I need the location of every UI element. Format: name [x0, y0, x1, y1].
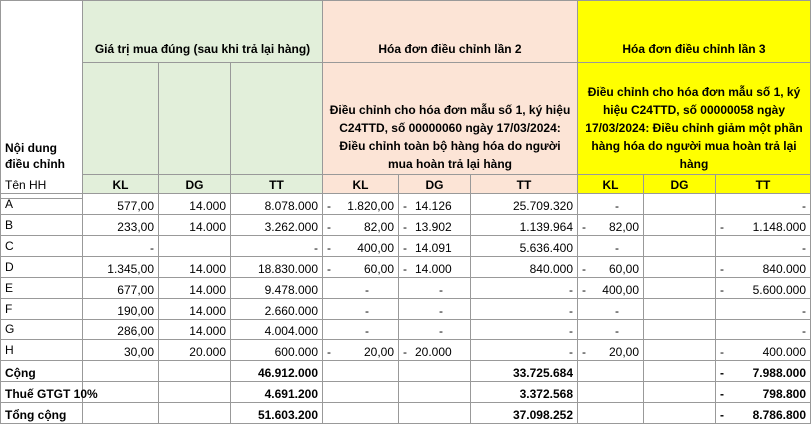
minus-sign: - [403, 261, 407, 276]
cell-value: 1.820,00 [347, 199, 394, 213]
col-header-dg-label: DG [425, 178, 444, 192]
row-label: B [5, 217, 14, 232]
cell-tt[interactable] [471, 194, 578, 215]
cell-value: 14.000 [415, 261, 452, 276]
cell-kl[interactable] [83, 340, 159, 361]
header-blank-cell[interactable] [159, 63, 231, 175]
empty-dash: - [365, 303, 369, 318]
minus-sign: - [582, 345, 586, 360]
empty-dash: - [569, 282, 573, 297]
minus-sign: - [720, 387, 724, 402]
cell-value: 14.091 [415, 240, 452, 255]
total-value: 4.691.200 [264, 387, 318, 402]
total-cell[interactable] [716, 361, 811, 382]
row-label: E [5, 280, 14, 295]
col-header-dg[interactable] [159, 175, 231, 194]
cell-value: 8.078.000 [264, 199, 318, 213]
total-cell[interactable] [716, 403, 811, 424]
total-cell[interactable] [471, 382, 578, 403]
cell-value: 60,00 [608, 261, 639, 276]
cell-value: - [314, 240, 318, 255]
cell-value: 2.660.000 [264, 303, 318, 318]
minus-sign: - [403, 199, 407, 213]
cell-tt[interactable] [231, 340, 323, 361]
minus-sign: - [720, 219, 724, 234]
header-noi-dung-cell[interactable] [0, 0, 83, 199]
total-cell[interactable] [323, 403, 399, 424]
cell-value: 13.902 [415, 219, 452, 234]
cell-kl[interactable] [578, 319, 644, 340]
cell-kl[interactable] [578, 236, 644, 257]
cell-tt[interactable] [716, 236, 811, 257]
cell-value: 14.000 [189, 199, 226, 213]
header-desc-hd3-text: Điều chỉnh cho hóa đơn mẫu số 1, ký hiệu C24TTD, số 00000058 ngày 17/03/2024: Điều chỉnh giảm một phần hàng hóa do người mua hoàn trả lại hàng [585, 85, 803, 171]
cell-value: 30,00 [123, 345, 154, 360]
total-cell[interactable] [231, 382, 323, 403]
cell-value: 233,00 [117, 219, 154, 234]
header-desc-hd3[interactable] [578, 63, 811, 175]
total-cell[interactable] [83, 403, 159, 424]
cell-tt[interactable] [716, 340, 811, 361]
col-header-tt-label: TT [755, 178, 771, 192]
cell-kl[interactable] [83, 236, 159, 257]
total-cell[interactable] [159, 382, 231, 403]
minus-sign: - [720, 345, 724, 360]
total-value: 3.372.568 [519, 387, 573, 402]
cell-value: 400,00 [357, 240, 394, 255]
cell-dg[interactable] [159, 215, 231, 236]
cell-kl[interactable] [578, 340, 644, 361]
cell-kl[interactable] [578, 215, 644, 236]
header-ten-hh[interactable] [0, 175, 83, 194]
total-cell[interactable] [471, 361, 578, 382]
cell-dg[interactable] [159, 340, 231, 361]
empty-dash: - [802, 303, 806, 318]
cell-kl[interactable] [578, 278, 644, 299]
cell-ten-hh[interactable] [0, 340, 83, 361]
cell-kl[interactable] [83, 215, 159, 236]
header-desc-hd2-text: Điều chỉnh cho hóa đơn mẫu số 1, ký hiệu C24TTD, số 00000060 ngày 17/03/2024: Điều chỉnh toàn bộ hàng hóa do người mua hoàn trả lại hàng [329, 103, 571, 171]
cell-tt[interactable] [716, 257, 811, 278]
cell-kl[interactable] [578, 194, 644, 215]
cell-tt[interactable] [231, 278, 323, 299]
col-header-kl-label: KL [352, 178, 369, 192]
cell-tt[interactable] [471, 236, 578, 257]
cell-dg[interactable] [644, 278, 716, 299]
header-blank-cell[interactable] [231, 63, 323, 175]
cell-kl[interactable] [323, 236, 399, 257]
cell-value: 4.004.000 [264, 324, 318, 339]
cell-value: 1.139.964 [519, 219, 573, 234]
cell-dg[interactable] [159, 257, 231, 278]
empty-dash: - [802, 199, 806, 213]
cell-tt[interactable] [231, 194, 323, 215]
cell-kl[interactable] [83, 319, 159, 340]
col-header-kl[interactable] [323, 175, 399, 194]
cell-value: 3.262.000 [264, 219, 318, 234]
cell-kl[interactable] [323, 257, 399, 278]
cell-dg[interactable] [399, 278, 471, 299]
cell-tt[interactable] [471, 257, 578, 278]
cell-value: 82,00 [363, 219, 394, 234]
cell-dg[interactable] [399, 194, 471, 215]
cell-kl[interactable] [323, 278, 399, 299]
total-value: 33.725.684 [512, 366, 573, 381]
total-label-cell[interactable] [0, 382, 98, 403]
total-cell[interactable] [471, 403, 578, 424]
total-cell[interactable] [399, 361, 471, 382]
total-value: 46.912.000 [257, 366, 318, 381]
cell-value: 20.000 [189, 345, 226, 360]
cell-kl[interactable] [83, 194, 159, 215]
total-label: Thuế GTGT 10% [5, 387, 98, 402]
cell-kl[interactable] [323, 319, 399, 340]
cell-dg[interactable] [644, 319, 716, 340]
minus-sign: - [720, 408, 724, 422]
total-label: Cộng [5, 366, 36, 381]
col-header-dg-label: DG [670, 178, 689, 192]
row-label: G [5, 322, 15, 337]
total-cell[interactable] [644, 403, 716, 424]
col-header-tt-label: TT [516, 178, 532, 192]
minus-sign: - [327, 345, 331, 360]
cell-value: 286,00 [117, 324, 154, 339]
minus-sign: - [720, 261, 724, 276]
cell-kl[interactable] [323, 194, 399, 215]
empty-dash: - [365, 282, 369, 297]
minus-sign: - [327, 261, 331, 276]
cell-tt[interactable] [716, 278, 811, 299]
cell-value: 5.636.400 [519, 240, 573, 255]
cell-value: 20,00 [363, 345, 394, 360]
cell-dg[interactable] [159, 194, 231, 215]
cell-tt[interactable] [471, 278, 578, 299]
total-cell[interactable] [399, 382, 471, 403]
cell-tt[interactable] [716, 319, 811, 340]
empty-dash: - [569, 345, 573, 360]
col-header-kl-label: KL [602, 178, 619, 192]
cell-dg[interactable] [399, 340, 471, 361]
row-label: A [5, 197, 14, 211]
cell-tt[interactable] [471, 299, 578, 320]
total-cell[interactable] [578, 382, 644, 403]
cell-value: 840.000 [762, 261, 806, 276]
header-noi-dung: Nội dung điều chỉnh [5, 141, 65, 171]
total-cell[interactable] [83, 361, 159, 382]
total-value: 51.603.200 [257, 408, 318, 422]
cell-value: 400,00 [602, 282, 639, 297]
header-group-hd3[interactable] [578, 0, 811, 63]
cell-value: 840.000 [529, 261, 573, 276]
cell-ten-hh[interactable] [0, 194, 83, 215]
cell-value: 190,00 [117, 303, 154, 318]
total-cell[interactable] [399, 403, 471, 424]
cell-tt[interactable] [231, 299, 323, 320]
total-cell[interactable] [578, 361, 644, 382]
total-cell[interactable] [231, 361, 323, 382]
minus-sign: - [327, 240, 331, 255]
col-header-tt[interactable] [716, 175, 811, 194]
total-value: 8.786.800 [752, 408, 806, 422]
cell-dg[interactable] [644, 299, 716, 320]
total-value: 37.098.252 [512, 408, 573, 422]
cell-kl[interactable] [323, 340, 399, 361]
col-header-tt[interactable] [471, 175, 578, 194]
cell-dg[interactable] [159, 278, 231, 299]
cell-value: 1.345,00 [107, 261, 154, 276]
cell-tt[interactable] [471, 340, 578, 361]
cell-tt[interactable] [716, 215, 811, 236]
empty-dash: - [439, 282, 443, 297]
cell-dg[interactable] [399, 257, 471, 278]
cell-kl[interactable] [578, 257, 644, 278]
header-group-hd3-label: Hóa đơn điều chỉnh lần 3 [622, 42, 766, 56]
cell-tt[interactable] [231, 236, 323, 257]
col-header-dg[interactable] [644, 175, 716, 194]
cell-tt[interactable] [231, 319, 323, 340]
total-cell[interactable] [716, 382, 811, 403]
cell-ten-hh[interactable] [0, 215, 83, 236]
cell-tt[interactable] [716, 299, 811, 320]
minus-sign: - [327, 219, 331, 234]
empty-dash: - [569, 303, 573, 318]
row-label: H [5, 343, 14, 358]
total-cell[interactable] [578, 403, 644, 424]
header-ten-hh-label: Tên HH [5, 178, 47, 192]
cell-value: 5.600.000 [752, 282, 806, 297]
cell-value: 14.000 [189, 303, 226, 318]
empty-dash: - [802, 324, 806, 339]
col-header-dg[interactable] [399, 175, 471, 194]
cell-dg[interactable] [159, 236, 231, 257]
cell-value: 14.000 [189, 324, 226, 339]
cell-value: 25.709.320 [512, 199, 573, 213]
header-desc-hd2[interactable] [323, 63, 578, 175]
header-blank-cell[interactable] [83, 63, 159, 175]
cell-value: 60,00 [363, 261, 394, 276]
total-cell[interactable] [159, 403, 231, 424]
row-label: F [5, 301, 13, 316]
cell-dg[interactable] [644, 215, 716, 236]
total-label-cell[interactable] [0, 361, 83, 382]
cell-value: 20.000 [415, 345, 452, 360]
cell-dg[interactable] [644, 257, 716, 278]
empty-dash: - [365, 324, 369, 339]
empty-dash: - [615, 303, 619, 318]
total-cell[interactable] [83, 382, 159, 403]
cell-value: 82,00 [608, 219, 639, 234]
minus-sign: - [582, 219, 586, 234]
col-header-tt[interactable] [231, 175, 323, 194]
header-group-hd2-label: Hóa đơn điều chỉnh lần 2 [378, 42, 522, 56]
cell-dg[interactable] [644, 236, 716, 257]
empty-dash: - [615, 199, 619, 213]
empty-dash: - [615, 324, 619, 339]
cell-value: 577,00 [117, 199, 154, 213]
empty-dash: - [439, 324, 443, 339]
col-header-kl[interactable] [83, 175, 159, 194]
cell-dg[interactable] [399, 299, 471, 320]
cell-dg[interactable] [644, 340, 716, 361]
cell-value: 1.148.000 [752, 219, 806, 234]
cell-value: 14.000 [189, 219, 226, 234]
cell-value: 14.000 [189, 282, 226, 297]
cell-kl[interactable] [83, 257, 159, 278]
cell-ten-hh[interactable] [0, 257, 83, 278]
total-cell[interactable] [323, 361, 399, 382]
header-group-hd2[interactable] [323, 0, 578, 63]
minus-sign: - [582, 261, 586, 276]
minus-sign: - [403, 345, 407, 360]
cell-value: 20,00 [608, 345, 639, 360]
total-value: 7.988.000 [752, 366, 806, 381]
col-header-tt-label: TT [269, 178, 284, 192]
minus-sign: - [720, 282, 724, 297]
minus-sign: - [720, 366, 724, 381]
col-header-kl[interactable] [578, 175, 644, 194]
total-cell[interactable] [159, 361, 231, 382]
cell-kl[interactable] [578, 299, 644, 320]
total-label: Tổng cộng [5, 408, 67, 422]
cell-ten-hh[interactable] [0, 299, 83, 320]
cell-kl[interactable] [323, 299, 399, 320]
total-cell[interactable] [644, 382, 716, 403]
header-group-gia-tri[interactable] [83, 0, 323, 63]
cell-value: 14.000 [189, 261, 226, 276]
cell-dg[interactable] [159, 319, 231, 340]
empty-dash: - [802, 240, 806, 255]
cell-tt[interactable] [231, 215, 323, 236]
total-label-cell[interactable] [0, 403, 83, 424]
cell-ten-hh[interactable] [0, 236, 83, 257]
cell-dg[interactable] [399, 236, 471, 257]
row-label: C [5, 238, 14, 253]
empty-dash: - [615, 240, 619, 255]
cell-tt[interactable] [471, 319, 578, 340]
cell-value: - [150, 240, 154, 255]
cell-dg[interactable] [644, 194, 716, 215]
minus-sign: - [403, 219, 407, 234]
row-label: D [5, 259, 14, 274]
header-group-gia-tri-label: Giá trị mua đúng (sau khi trả lại hàng) [94, 42, 311, 56]
cell-kl[interactable] [323, 215, 399, 236]
cell-tt[interactable] [471, 215, 578, 236]
cell-value: 677,00 [117, 282, 154, 297]
cell-tt[interactable] [231, 257, 323, 278]
total-cell[interactable] [323, 382, 399, 403]
cell-kl[interactable] [83, 299, 159, 320]
cell-kl[interactable] [83, 278, 159, 299]
cell-value: 9.478.000 [264, 282, 318, 297]
minus-sign: - [582, 282, 586, 297]
minus-sign: - [403, 240, 407, 255]
cell-dg[interactable] [399, 319, 471, 340]
cell-ten-hh[interactable] [0, 278, 83, 299]
col-header-dg-label: DG [185, 178, 204, 192]
cell-value: 18.830.000 [257, 261, 318, 276]
cell-tt[interactable] [716, 194, 811, 215]
total-cell[interactable] [231, 403, 323, 424]
total-cell[interactable] [644, 361, 716, 382]
cell-value: 14.126 [415, 199, 452, 213]
cell-value: 600.000 [274, 345, 318, 360]
cell-dg[interactable] [399, 215, 471, 236]
empty-dash: - [569, 324, 573, 339]
cell-ten-hh[interactable] [0, 319, 83, 340]
empty-dash: - [439, 303, 443, 318]
cell-dg[interactable] [159, 299, 231, 320]
total-value: 798.800 [762, 387, 806, 402]
minus-sign: - [327, 199, 331, 213]
col-header-kl-label: KL [112, 178, 129, 192]
cell-value: 400.000 [762, 345, 806, 360]
